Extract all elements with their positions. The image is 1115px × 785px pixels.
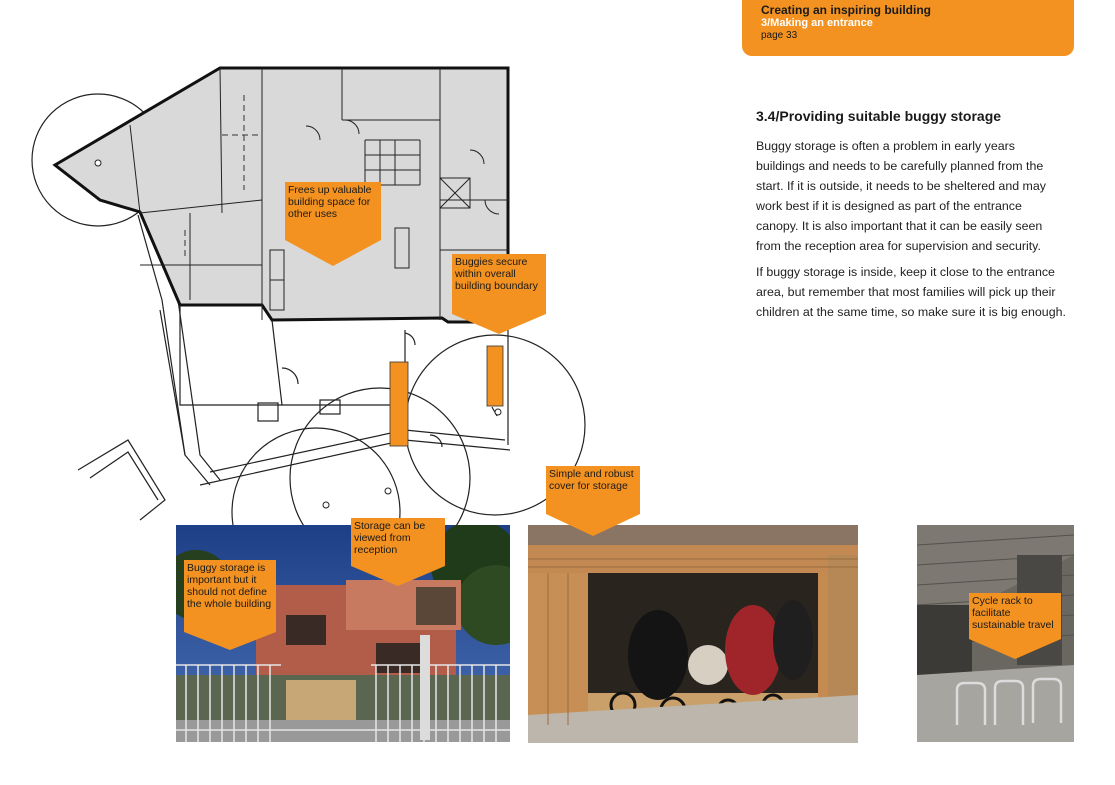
callout-frees-up-text: Frees up valuable building space for other uses bbox=[288, 184, 372, 220]
photo-timber-buggy-shelter bbox=[528, 525, 858, 743]
header-chapter-title: 3/Making an entrance bbox=[761, 17, 873, 29]
body-paragraph: If buggy storage is inside, keep it close to the entrance area, but remember that most families will pick up their children at the same time, so make sure it is big enough. bbox=[756, 265, 1066, 319]
header-tab bbox=[742, 0, 1074, 56]
callout-cycle-rack-pointer bbox=[969, 639, 1061, 659]
section-title: 3.4/Providing suitable buggy storage bbox=[756, 108, 1002, 124]
callout-frees-up-pointer bbox=[285, 240, 381, 266]
header-page-number: page 33 bbox=[761, 30, 798, 41]
callout-storage-viewed-pointer bbox=[351, 566, 445, 586]
callout-cycle-rack bbox=[969, 593, 1061, 639]
callout-buggies-secure-pointer bbox=[452, 314, 546, 334]
callout-storage-viewed-reception bbox=[351, 518, 445, 566]
callout-buggies-secure bbox=[452, 254, 546, 314]
callout-cycle-rack-text: Cycle rack to facilitate sustainable travel bbox=[972, 595, 1054, 631]
callout-simple-robust-pointer bbox=[546, 514, 640, 536]
callout-buggies-secure-text: Buggies secure within overall building boundary bbox=[455, 256, 538, 292]
callout-frees-up-space bbox=[285, 182, 381, 240]
callout-buggy-storage-important bbox=[184, 560, 276, 632]
body-text bbox=[756, 136, 1066, 328]
callout-simple-robust-text: Simple and robust cover for storage bbox=[549, 468, 634, 492]
callout-buggy-storage-important-pointer bbox=[184, 632, 276, 650]
callout-simple-robust-cover bbox=[546, 466, 640, 514]
callout-buggy-storage-important-text: Buggy storage is important but it should not define the whole building bbox=[187, 562, 272, 610]
callout-storage-viewed-text: Storage can be viewed from reception bbox=[354, 520, 426, 556]
body-paragraph: Buggy storage is often a problem in early years buildings and needs to be carefully planned from the start. If it is outside, it needs to be sheltered and may work best if it is designed as part of the entrance canopy. It is also important that it can be easily seen from the reception area for supervision and security. bbox=[756, 139, 1046, 253]
header-series-title: Creating an inspiring building bbox=[761, 3, 931, 17]
